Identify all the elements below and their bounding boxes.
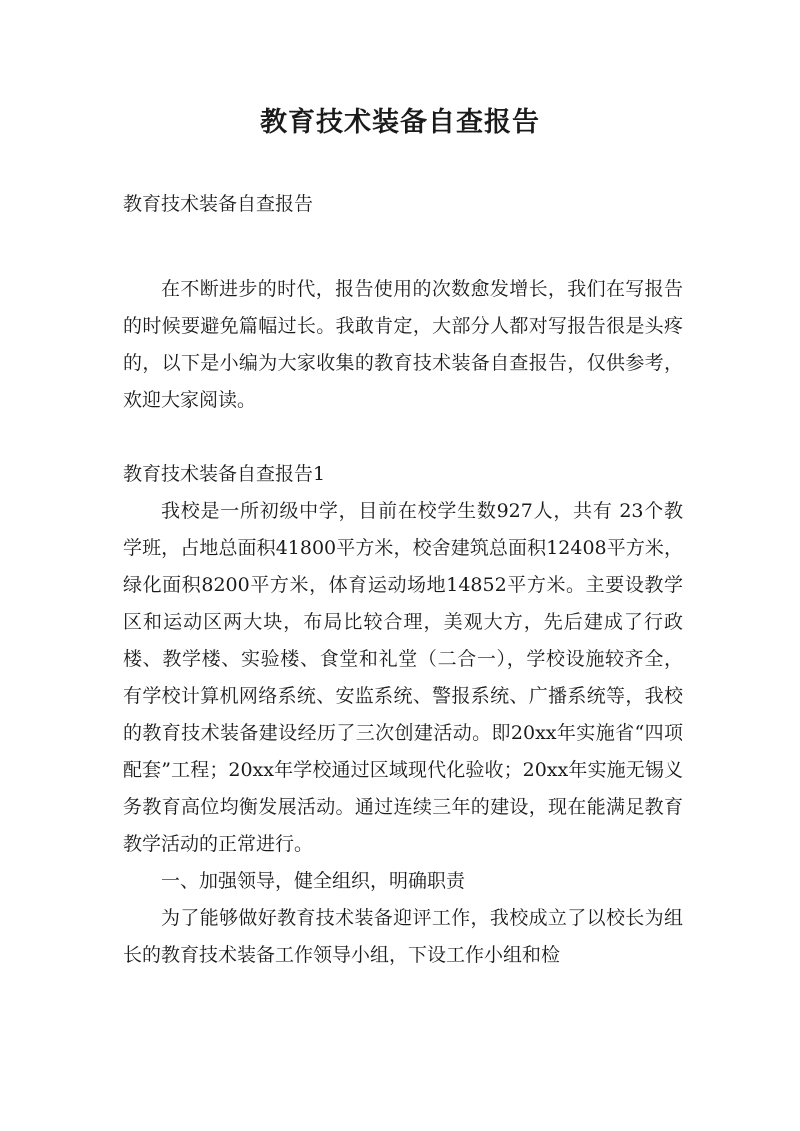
intro-paragraph: 在不断进步的时代，报告使用的次数愈发增长，我们在写报告的时候要避免篇幅过长。我敢肯定，大部分人都对写报告很是头疼的，以下是小编为大家收集的教育技术装备自查报告，仅供参考，欢迎大家阅读。 <box>123 278 683 411</box>
section-1-heading: 教育技术装备自查报告1 <box>123 463 326 485</box>
document-subtitle: 教育技术装备自查报告 <box>123 193 314 215</box>
leadership-paragraph: 为了能够做好教育技术装备迎评工作，我校成立了以校长为组长的教育技术装备工作领导小组，下设工作小组和检 <box>123 907 683 966</box>
section-1-paragraph: 我校是一所初级中学，目前在校学生数927人，共有 23个教学班，占地总面积41800平方米，校舍建筑总面积12408平方米，绿化面积8200平方米，体育运动场地14852平方米。主要设教学区和运动区两大块，布局比较合理，美观大方，先后建成了行政楼、教学楼、实验楼、食堂和礼堂（二合一），学校设施较齐全，有学校计算机网络系统、安监系统、警报系统、广播系统等，我校的教育技术装备建设经历了三次创建活动。即20xx年实施省“四项配套”工程；20xx年学校通过区域现代化验收；20xx年实施无锡义务教育高位均衡发展活动。通过连续三年的建设，现在能满足教育教学活动的正常进行。 <box>123 500 683 855</box>
document-title: 教育技术装备自查报告 <box>260 107 540 138</box>
subheading-leadership: 一、加强领导，健全组织，明确职责 <box>161 870 466 892</box>
document-body <box>123 186 683 974</box>
